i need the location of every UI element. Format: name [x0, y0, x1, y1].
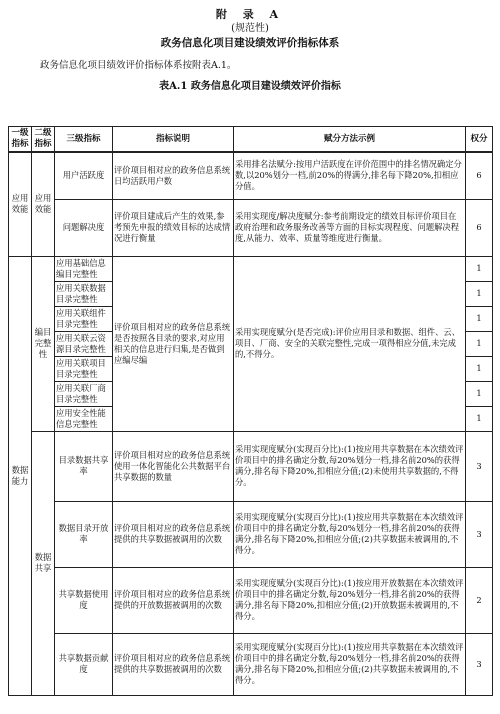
level2-cell: 应用效能: [32, 152, 55, 256]
desc-cell: 评价项目相对应的政务信息系统使用一体化智能化公共数据平台共享数据的数量: [113, 431, 234, 501]
level2-cell: 数据共享: [32, 431, 55, 695]
score-cell: 3: [466, 633, 493, 695]
method-cell: 采用实现度赋分(实现百分比):(1)按应用共享数据在本次绩效评价项目中的排名确定分数,每20%划分一档,排名前20%的获得满分,排名每下降20%,扣相应分值;(2)共享数据未被调用的,不得分。: [234, 633, 466, 695]
level3-cell: 共享数据使用度: [55, 567, 113, 633]
score-cell: 1: [466, 331, 493, 356]
method-cell: 采用实现度赋分(实现百分比):(1)按应用共享数据在本次绩效评价项目中的排名确定分数,每20%划分一档,排名前20%的获得满分,排名每下降20%,扣相应分值;(2)未使用共享数据的,不得分。: [234, 431, 466, 501]
table-caption: 表A.1 政务信息化项目建设绩效评价指标: [159, 81, 341, 92]
table-row: [9, 567, 493, 633]
table-row: [9, 199, 493, 256]
method-cell: 采用实现度/解决度赋分:参考前期设定的绩效目标评价项目在政府治理和政务服务改善等方面的目标实现程度、问题解决程度,从能力、效率、质量等维度进行衡量。: [234, 199, 466, 256]
method-cell: 采用排名法赋分:按用户活跃度在评价范围中的排名情况确定分数,以20%划分一档,前20%的得满分,排名每下降20%,扣相应分值。: [234, 152, 466, 199]
level2-cell: 编目完整性: [32, 256, 55, 431]
table-row: [9, 431, 493, 501]
level3-cell: 共享数据贡献度: [55, 633, 113, 695]
level3-cell: 用户活跃度: [55, 152, 113, 199]
appendix-title: 政务信息化项目建设绩效评价指标体系: [160, 37, 340, 49]
desc-cell: 评价项目相对应的政务信息系统提供的开放数据被调用的次数: [113, 567, 234, 633]
level3-cell: 应用关联厂商目录完整性: [55, 381, 113, 406]
desc-cell: 评价项目相对应的政务信息系统是否按照各目录的要求,对应用相关的信息进行归集,是否做到应编尽编: [113, 256, 234, 431]
score-cell: 1: [466, 381, 493, 406]
table-row: [9, 633, 493, 695]
table-header-row: [9, 127, 493, 153]
level3-cell: 数据目录开放率: [55, 501, 113, 567]
score-cell: 1: [466, 406, 493, 431]
col-header-desc: 指标说明: [113, 127, 234, 153]
col-header-level3: 三级指标: [55, 127, 113, 153]
col-header-level2: 二级指标: [32, 127, 55, 153]
level3-cell: 应用关联组件目录完整性: [55, 306, 113, 331]
level1-cell: 应用效能: [9, 152, 32, 256]
score-cell: 2: [466, 567, 493, 633]
level3-cell: 应用安全性能信息完整性: [55, 406, 113, 431]
method-cell: 采用实现度赋分(实现百分比):(1)按应用开放数据在本次绩效评价项目中的排名确定分数,每20%划分一档,排名前20%的获得满分,排名每下降20%,扣相应分值;(2)开放数据未被调用的,不得分。: [234, 567, 466, 633]
level3-cell: 目录数据共享率: [55, 431, 113, 501]
score-cell: 3: [466, 501, 493, 567]
score-cell: 1: [466, 256, 493, 281]
level3-cell: 问题解决度: [55, 199, 113, 256]
indicator-table: [8, 126, 493, 696]
table-row: [9, 152, 493, 199]
document-header: [0, 8, 500, 51]
score-cell: 1: [466, 306, 493, 331]
col-header-score: 权分: [466, 127, 493, 153]
desc-cell: 评价项目相对应的政务信息系统提供的共享数据被调用的次数: [113, 633, 234, 695]
score-cell: 1: [466, 356, 493, 381]
col-header-method: 赋分方法示例: [234, 127, 466, 153]
score-cell: 1: [466, 281, 493, 306]
method-cell: 采用实现度赋分(是否完成):评价应用目录和数据、组件、云、项目、厂商、安全的关联完整性,完成一项得相应分值,未完成的,不得分。: [234, 256, 466, 431]
desc-cell: 评价项目建成后产生的效果,参考预先申报的绩效目标的达成情况进行衡量: [113, 199, 234, 256]
desc-cell: 评价项目相对应的政务信息系统提供的共享数据被调用的次数: [113, 501, 234, 567]
score-cell: 6: [466, 199, 493, 256]
level3-cell: 应用基础信息编目完整性: [55, 256, 113, 281]
table-row: [9, 256, 493, 281]
level1-cell: 数据能力: [9, 256, 32, 695]
score-cell: 6: [466, 152, 493, 199]
level3-cell: 应用关联云资源目录完整性: [55, 331, 113, 356]
appendix-label: 附 录 A: [215, 8, 285, 21]
desc-cell: 评价项目相对应的政务信息系统日均活跃用户数: [113, 152, 234, 199]
col-header-level1: 一级指标: [9, 127, 32, 153]
method-cell: 采用实现度赋分(实现百分比):(1)按应用共享数据在本次绩效评价项目中的排名确定分数,每20%划分一档,排名前20%的获得满分,排名每下降20%,扣相应分值;(2)共享数据未被调用的,不得分。: [234, 501, 466, 567]
score-cell: 3: [466, 431, 493, 501]
intro-paragraph: 政务信息化项目绩效评价指标体系按附表A.1。: [40, 60, 237, 71]
level3-cell: 应用关联数据目录完整性: [55, 281, 113, 306]
normative-label: (规范性): [231, 23, 269, 34]
level3-cell: 应用关联项目目录完整性: [55, 356, 113, 381]
table-row: [9, 501, 493, 567]
